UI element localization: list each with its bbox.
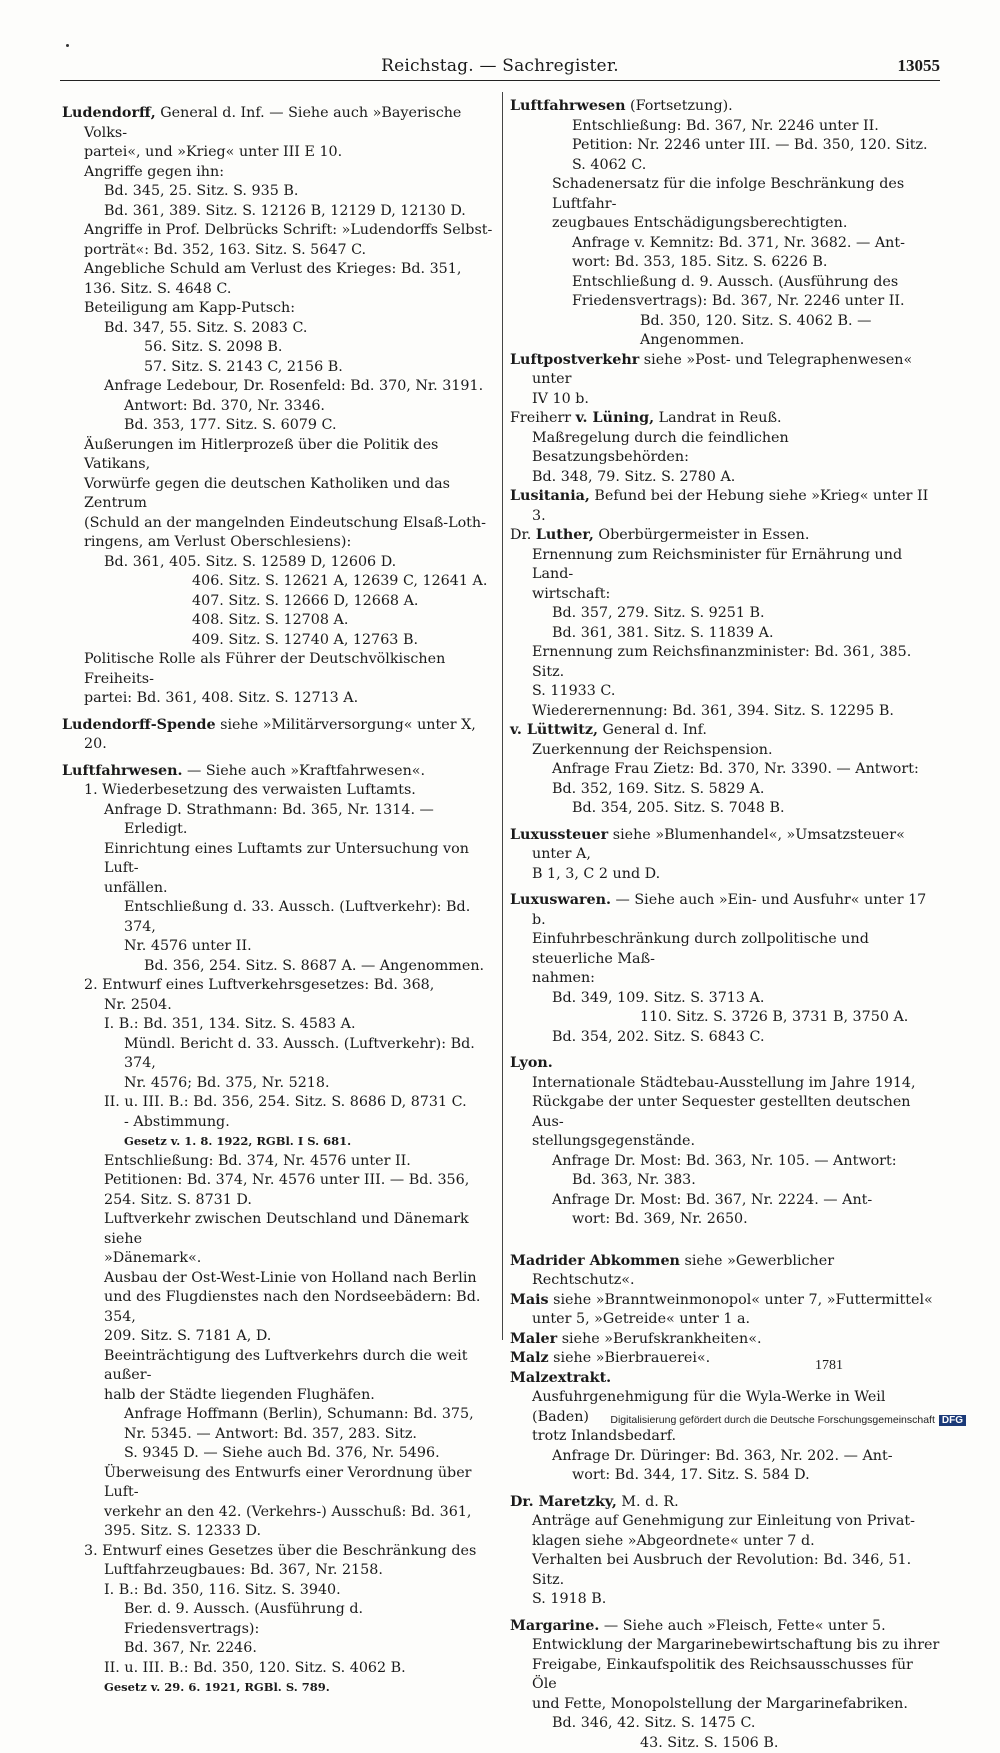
index-line: Entschließung: Bd. 374, Nr. 4576 unter II. [62,1152,500,1172]
index-line: Madrider Abkommen siehe »Gewerblicher Rechtschutz«. [510,1252,940,1291]
index-line: und des Flugdienstes nach den Nordseebädern: Bd. 354, [62,1288,500,1327]
index-line: ringens, am Verlust Oberschlesiens): [62,533,500,553]
index-line: Nr. 2504. [62,996,500,1016]
index-line: Bd. 345, 25. Sitz. S. 935 B. [62,182,500,202]
index-line: Bd. 348, 79. Sitz. S. 2780 A. [510,468,940,488]
index-line: 407. Sitz. S. 12666 D, 12668 A. [62,592,500,612]
index-line: trotz Inlandsbedarf. [510,1427,940,1447]
index-line: 2. Entwurf eines Luftverkehrsgesetzes: Bd. 368, [62,976,500,996]
index-line: Ernennung zum Reichsfinanzminister: Bd. 361, 385. Sitz. [510,643,940,682]
index-line: Luftpostverkehr siehe »Post- und Telegraphenwesen« unter [510,351,940,390]
index-line: Bd. 352, 169. Sitz. S. 5829 A. [510,780,940,800]
page-header [60,56,940,81]
index-line: 209. Sitz. S. 7181 A, D. [62,1327,500,1347]
index-line: 57. Sitz. S. 2143 C, 2156 B. [62,358,500,378]
index-line: Verhalten bei Ausbruch der Revolution: Bd. 346, 51. Sitz. [510,1551,940,1590]
index-line: I. B.: Bd. 351, 134. Sitz. S. 4583 A. [62,1015,500,1035]
index-line: Mais siehe »Branntweinmonopol« unter 7, »Futtermittel« [510,1291,940,1311]
index-line: 406. Sitz. S. 12621 A, 12639 C, 12641 A. [62,572,500,592]
index-line: partei«, und »Krieg« unter III E 10. [62,143,500,163]
index-line: 409. Sitz. S. 12740 A, 12763 B. [62,631,500,651]
index-line: Bd. 361, 405. Sitz. S. 12589 D, 12606 D. [62,553,500,573]
index-line: Entschließung d. 9. Aussch. (Ausführung des [510,273,940,293]
index-line: Anfrage Dr. Most: Bd. 363, Nr. 105. — Antwort: [510,1152,940,1172]
index-line: porträt«: Bd. 352, 163. Sitz. S. 5647 C. [62,241,500,261]
index-line: stellungsgegenstände. [510,1132,940,1152]
credit-text: Digitalisierung gefördert durch die Deutsche Forschungsgemeinschaft [610,1414,935,1426]
index-line: Nr. 4576; Bd. 375, Nr. 5218. [62,1074,500,1094]
index-line: Bd. 363, Nr. 383. [510,1171,940,1191]
index-line: unter 5, »Getreide« unter 1 a. [510,1310,940,1330]
index-line: Ber. d. 9. Aussch. (Ausführung d. Friedensvertrags): [62,1600,500,1639]
index-line: 3. Entwurf eines Gesetzes über die Beschränkung des [62,1542,500,1562]
index-line: wort: Bd. 369, Nr. 2650. [510,1210,940,1230]
index-line: II. u. III. B.: Bd. 350, 120. Sitz. S. 4062 B. [62,1659,500,1679]
index-line: Anfrage Hoffmann (Berlin), Schumann: Bd. 375, [62,1405,500,1425]
left-column [62,97,500,1698]
index-line: S. 4062 C. [510,156,940,176]
index-line: Dr. Maretzky, M. d. R. [510,1493,940,1513]
index-line: »Dänemark«. [62,1249,500,1269]
index-line: I. B.: Bd. 350, 116. Sitz. S. 3940. [62,1581,500,1601]
index-line: Luxuswaren. — Siehe auch »Ein- und Ausfuhr« unter 17 b. [510,891,940,930]
index-line: Bd. 346, 42. Sitz. S. 1475 C. [510,1714,940,1734]
index-line: 43. Sitz. S. 1506 B. [510,1734,940,1753]
index-line: Anfrage v. Kemnitz: Bd. 371, Nr. 3682. — Ant- [510,234,940,254]
index-line: Bd. 349, 109. Sitz. S. 3713 A. [510,989,940,1009]
index-line: Ludendorff, General d. Inf. — Siehe auch »Bayerische Volks- [62,104,500,143]
index-line: Überweisung des Entwurfs einer Verordnung über Luft- [62,1464,500,1503]
index-line: IV 10 b. [510,390,940,410]
index-line: Entschließung: Bd. 367, Nr. 2246 unter II. [510,117,940,137]
index-line: Einfuhrbeschränkung durch zollpolitische und steuerliche Maß- [510,930,940,969]
index-line: v. Lüttwitz, General d. Inf. [510,721,940,741]
index-line: Nr. 5345. — Antwort: Bd. 357, 283. Sitz. [62,1425,500,1445]
index-line: Ausbau der Ost-West-Linie von Holland nach Berlin [62,1269,500,1289]
index-line: Ausfuhrgenehmigung für die Wyla-Werke in Weil (Baden) [510,1388,940,1427]
index-line: Angriffe gegen ihn: [62,163,500,183]
index-line: Margarine. — Siehe auch »Fleisch, Fette« unter 5. [510,1617,940,1637]
index-line: Anträge auf Genehmigung zur Einleitung von Privat- [510,1512,940,1532]
index-line: Anfrage Dr. Most: Bd. 367, Nr. 2224. — Ant- [510,1191,940,1211]
index-line: Bd. 354, 202. Sitz. S. 6843 C. [510,1028,940,1048]
index-line: Friedensvertrags): Bd. 367, Nr. 2246 unter II. [510,292,940,312]
index-line: Anfrage D. Strathmann: Bd. 365, Nr. 1314. — [62,801,500,821]
index-line: Dr. Luther, Oberbürgermeister in Essen. [510,526,940,546]
index-line: Petitionen: Bd. 374, Nr. 4576 unter III. — Bd. 356, [62,1171,500,1191]
index-line: Erledigt. [62,820,500,840]
running-title: Reichstag. — Sachregister. [60,56,940,76]
index-line: 395. Sitz. S. 12333 D. [62,1522,500,1542]
index-line: Luftfahrwesen. — Siehe auch »Kraftfahrwesen«. [62,762,500,782]
index-line: wort: Bd. 353, 185. Sitz. S. 6226 B. [510,253,940,273]
index-line: Luftfahrzeugbaues: Bd. 367, Nr. 2158. [62,1561,500,1581]
index-line: wirtschaft: [510,585,940,605]
index-line: Äußerungen im Hitlerprozeß über die Politik des Vatikans, [62,436,500,475]
index-line: Bd. 367, Nr. 2246. [62,1639,500,1659]
index-line: Wiederernennung: Bd. 361, 394. Sitz. S. 12295 B. [510,702,940,722]
index-line: Politische Rolle als Führer der Deutschvölkischen Freiheits- [62,650,500,689]
index-line: nahmen: [510,969,940,989]
index-line: Maler siehe »Berufskrankheiten«. [510,1330,940,1350]
index-line: Rückgabe der unter Sequester gestellten deutschen Aus- [510,1093,940,1132]
index-line: Angebliche Schuld am Verlust des Krieges: Bd. 351, [62,260,500,280]
index-line: Nr. 4576 unter II. [62,937,500,957]
index-line: Bd. 347, 55. Sitz. S. 2083 C. [62,319,500,339]
index-line: Internationale Städtebau-Ausstellung im Jahre 1914, [510,1074,940,1094]
column-number: 13055 [898,56,941,76]
index-line: und Fette, Monopolstellung der Margarinefabriken. [510,1695,940,1715]
digitization-credit [610,1414,966,1426]
index-line: Beeinträchtigung des Luftverkehrs durch die weit außer- [62,1347,500,1386]
index-line: Ernennung zum Reichsminister für Ernährung und Land- [510,546,940,585]
index-line: Luftfahrwesen (Fortsetzung). [510,97,940,117]
index-line: Antwort: Bd. 370, Nr. 3346. [62,397,500,417]
index-line: Bd. 353, 177. Sitz. S. 6079 C. [62,416,500,436]
index-line: Luftverkehr zwischen Deutschland und Dänemark siehe [62,1210,500,1249]
index-line: 56. Sitz. S. 2098 B. [62,338,500,358]
index-line: S. 1918 B. [510,1590,940,1610]
index-line: Entwicklung der Margarinebewirtschaftung bis zu ihrer [510,1636,940,1656]
column-divider [502,92,503,1340]
index-line: Bd. 361, 389. Sitz. S. 12126 B, 12129 D, 12130 D. [62,202,500,222]
index-line: Bd. 357, 279. Sitz. S. 9251 B. [510,604,940,624]
index-line: Gesetz v. 29. 6. 1921, RGBl. S. 789. [62,1678,500,1698]
index-line: klagen siehe »Abgeordnete« unter 7 d. [510,1532,940,1552]
index-line: 110. Sitz. S. 3726 B, 3731 B, 3750 A. [510,1008,940,1028]
index-line: Zuerkennung der Reichspension. [510,741,940,761]
right-column [510,97,940,1753]
index-line: 408. Sitz. S. 12708 A. [62,611,500,631]
index-line: Malzextrakt. [510,1369,940,1389]
index-line: Luxussteuer siehe »Blumenhandel«, »Umsatzsteuer« unter A, [510,826,940,865]
index-line: Schadenersatz für die infolge Beschränkung des Luftfahr- [510,175,940,214]
index-line: S. 9345 D. — Siehe auch Bd. 376, Nr. 5496. [62,1444,500,1464]
index-line: Anfrage Frau Zietz: Bd. 370, Nr. 3390. — Antwort: [510,760,940,780]
dfg-logo: DFG [939,1415,966,1426]
index-line: Einrichtung eines Luftamts zur Untersuchung von Luft- [62,840,500,879]
index-line: (Schuld an der mangelnden Eindeutschung Elsaß-Loth- [62,514,500,534]
index-line: partei: Bd. 361, 408. Sitz. S. 12713 A. [62,689,500,709]
index-line: Petition: Nr. 2246 unter III. — Bd. 350, 120. Sitz. [510,136,940,156]
index-line: 136. Sitz. S. 4648 C. [62,280,500,300]
index-line: wort: Bd. 344, 17. Sitz. S. 584 D. [510,1466,940,1486]
index-line: Lyon. [510,1054,940,1074]
index-line: 254. Sitz. S. 8731 D. [62,1191,500,1211]
index-line: zeugbaues Entschädigungsberechtigten. [510,214,940,234]
index-line: Freigabe, Einkaufspolitik des Reichsausschusses für Öle [510,1656,940,1695]
print-speck [66,44,69,47]
index-line: 1. Wiederbesetzung des verwaisten Luftamts. [62,781,500,801]
index-line: - Abstimmung. [62,1113,500,1133]
index-line: unfällen. [62,879,500,899]
index-line: Freiherr v. Lüning, Landrat in Reuß. [510,409,940,429]
index-line: Bd. 361, 381. Sitz. S. 11839 A. [510,624,940,644]
index-line: Anfrage Ledebour, Dr. Rosenfeld: Bd. 370, Nr. 3191. [62,377,500,397]
index-line: Bd. 350, 120. Sitz. S. 4062 B. — Angenommen. [510,312,940,351]
index-line: B 1, 3, C 2 und D. [510,865,940,885]
index-line: Lusitania, Befund bei der Hebung siehe »Krieg« unter II 3. [510,487,940,526]
index-line: Bd. 354, 205. Sitz. S. 7048 B. [510,799,940,819]
index-line: II. u. III. B.: Bd. 356, 254. Sitz. S. 8686 D, 8731 C. [62,1093,500,1113]
index-line: Beteiligung am Kapp-Putsch: [62,299,500,319]
index-line: Angriffe in Prof. Delbrücks Schrift: »Ludendorffs Selbst- [62,221,500,241]
footer-page-number: 1781 [815,1358,843,1374]
index-line: halb der Städte liegenden Flughäfen. [62,1386,500,1406]
index-line: Mündl. Bericht d. 33. Aussch. (Luftverkehr): Bd. 374, [62,1035,500,1074]
index-line: Malz siehe »Bierbrauerei«. [510,1349,940,1369]
index-line: Gesetz v. 1. 8. 1922, RGBl. I S. 681. [62,1132,500,1152]
index-line: Anfrage Dr. Düringer: Bd. 363, Nr. 202. — Ant- [510,1447,940,1467]
index-line: Ludendorff-Spende siehe »Militärversorgung« unter X, 20. [62,716,500,755]
index-line: S. 11933 C. [510,682,940,702]
index-line: Entschließung d. 33. Aussch. (Luftverkehr): Bd. 374, [62,898,500,937]
index-line: Maßregelung durch die feindlichen Besatzungsbehörden: [510,429,940,468]
index-line: Bd. 356, 254. Sitz. S. 8687 A. — Angenommen. [62,957,500,977]
index-line: Vorwürfe gegen die deutschen Katholiken und das Zentrum [62,475,500,514]
index-line: verkehr an den 42. (Verkehrs-) Ausschuß: Bd. 361, [62,1503,500,1523]
